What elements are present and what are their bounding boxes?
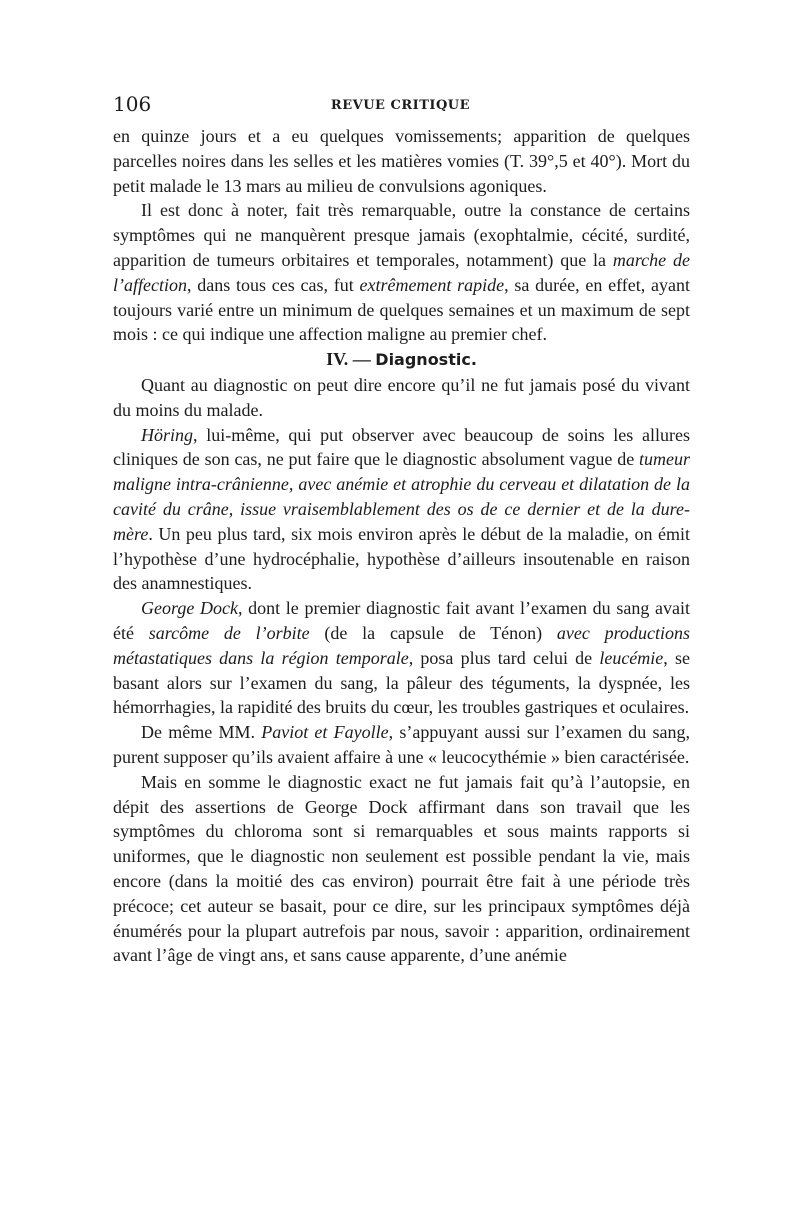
paragraph-text: , lui-même, qui put observer avec beaucoup de soins les allures cliniques de son cas, ne put faire que le diagnostic absolument vague de bbox=[113, 424, 690, 470]
italic-phrase: leucémie bbox=[599, 647, 664, 668]
section-number: IV. bbox=[326, 349, 349, 370]
paragraph-diagnostic-intro bbox=[113, 373, 690, 423]
paragraph-text: (de la capsule de Ténon) bbox=[309, 622, 557, 643]
paragraph-text: , sa durée, en effet, ayant toujours varié entre un minimum de quelques semaines et un maximum de sept mois : ce qui indique une affection maligne au premier chef. bbox=[113, 274, 691, 345]
italic-phrase: extrêmement rapide bbox=[359, 274, 505, 295]
paragraph-continuation bbox=[113, 124, 690, 198]
paragraph-text: Mais en somme le diagnostic exact ne fut jamais fait qu’à l’autopsie, en dépit des assertions de George Dock affirmant dans son travail que les symptômes du chloroma sont si remarquables et sous maints rapports si uniformes, que le diagnostic non seulement est possible pendant la vie, mais encore (dans la moitié des cas environ) pourrait être fait à une période très précoce; cet auteur se basait, pour ce dire, sur les principaux symptômes déjà énumérés pour la plupart autrefois par nous, savoir : apparition, ordinairement avant l’âge de vingt ans, et sans cause apparente, d’une anémie bbox=[113, 771, 690, 966]
paragraph-text: , dont le premier diagnostic fait avant l’examen du sang avait été bbox=[113, 598, 690, 643]
section-heading bbox=[113, 347, 690, 373]
paragraph-george-dock bbox=[113, 596, 690, 720]
paragraph-text: . Un peu plus tard, six mois environ après le début de la maladie, on émit l’hypothèse d’une hydrocéphalie, hypothèse d’ailleurs insoutenable en raison des anamnestiques. bbox=[113, 523, 690, 594]
page-number: 106 bbox=[113, 92, 152, 116]
paragraph-autopsy bbox=[113, 770, 690, 968]
section-title: Diagnostic. bbox=[375, 350, 477, 370]
section-dash: — bbox=[348, 349, 376, 370]
paragraph-text: , se basant alors sur l’examen du sang, la pâleur des téguments, la dyspnée, les hémorrhagies, la rapidité des bruits du cœur, les troubles gastriques et oculaires. bbox=[113, 647, 690, 718]
italic-phrase: sarcôme de l’orbite bbox=[148, 622, 310, 643]
author-name: Paviot et Fayolle bbox=[261, 722, 389, 743]
paragraph-symptoms bbox=[113, 198, 690, 347]
italic-phrase: tumeur maligne intra-crânienne, avec anémie et atrophie du cerveau et dilatation de la cavité du crâne, issue vraisemblablement des os de ce dernier et de la dure-mère bbox=[113, 449, 690, 544]
body-text bbox=[113, 124, 690, 968]
paragraph-text: , posa plus tard celui de bbox=[408, 647, 600, 668]
italic-phrase: marche de l’affection bbox=[113, 249, 690, 295]
paragraph-text: De même MM. bbox=[141, 722, 262, 743]
author-name: George Dock bbox=[141, 598, 238, 619]
paragraph-paviot-fayolle bbox=[113, 720, 690, 770]
paragraph-text: , s’appuyant aussi sur l’examen du sang, purent supposer qu’ils avaient affaire à une « leucocythémie » bien caractérisée. bbox=[113, 722, 691, 767]
paragraph-text: en quinze jours et a eu quelques vomissements; apparition de quelques parcelles noires dans les selles et les matières vomies (T. 39°,5 et 40°). Mort du petit malade le 13 mars au milieu de convulsions agoniques. bbox=[113, 126, 690, 196]
author-name: Höring bbox=[141, 424, 194, 445]
paragraph-text: Il est donc à noter, fait très remarquable, outre la constance de certains symptômes qui ne manquèrent presque jamais (exophtalmie, cécité, surdité, apparition de tumeurs orbitaires et temporales, notamment) que la bbox=[113, 200, 690, 270]
paragraph-text: , dans tous ces cas, fut bbox=[186, 274, 360, 295]
page-header bbox=[113, 92, 688, 120]
italic-phrase: avec productions métastatiques dans la région temporale bbox=[113, 622, 690, 668]
running-title: REVUE CRITIQUE bbox=[330, 98, 471, 113]
paragraph-horing bbox=[113, 423, 690, 597]
paragraph-text: Quant au diagnostic on peut dire encore qu’il ne fut jamais posé du vivant du moins du malade. bbox=[113, 374, 690, 420]
